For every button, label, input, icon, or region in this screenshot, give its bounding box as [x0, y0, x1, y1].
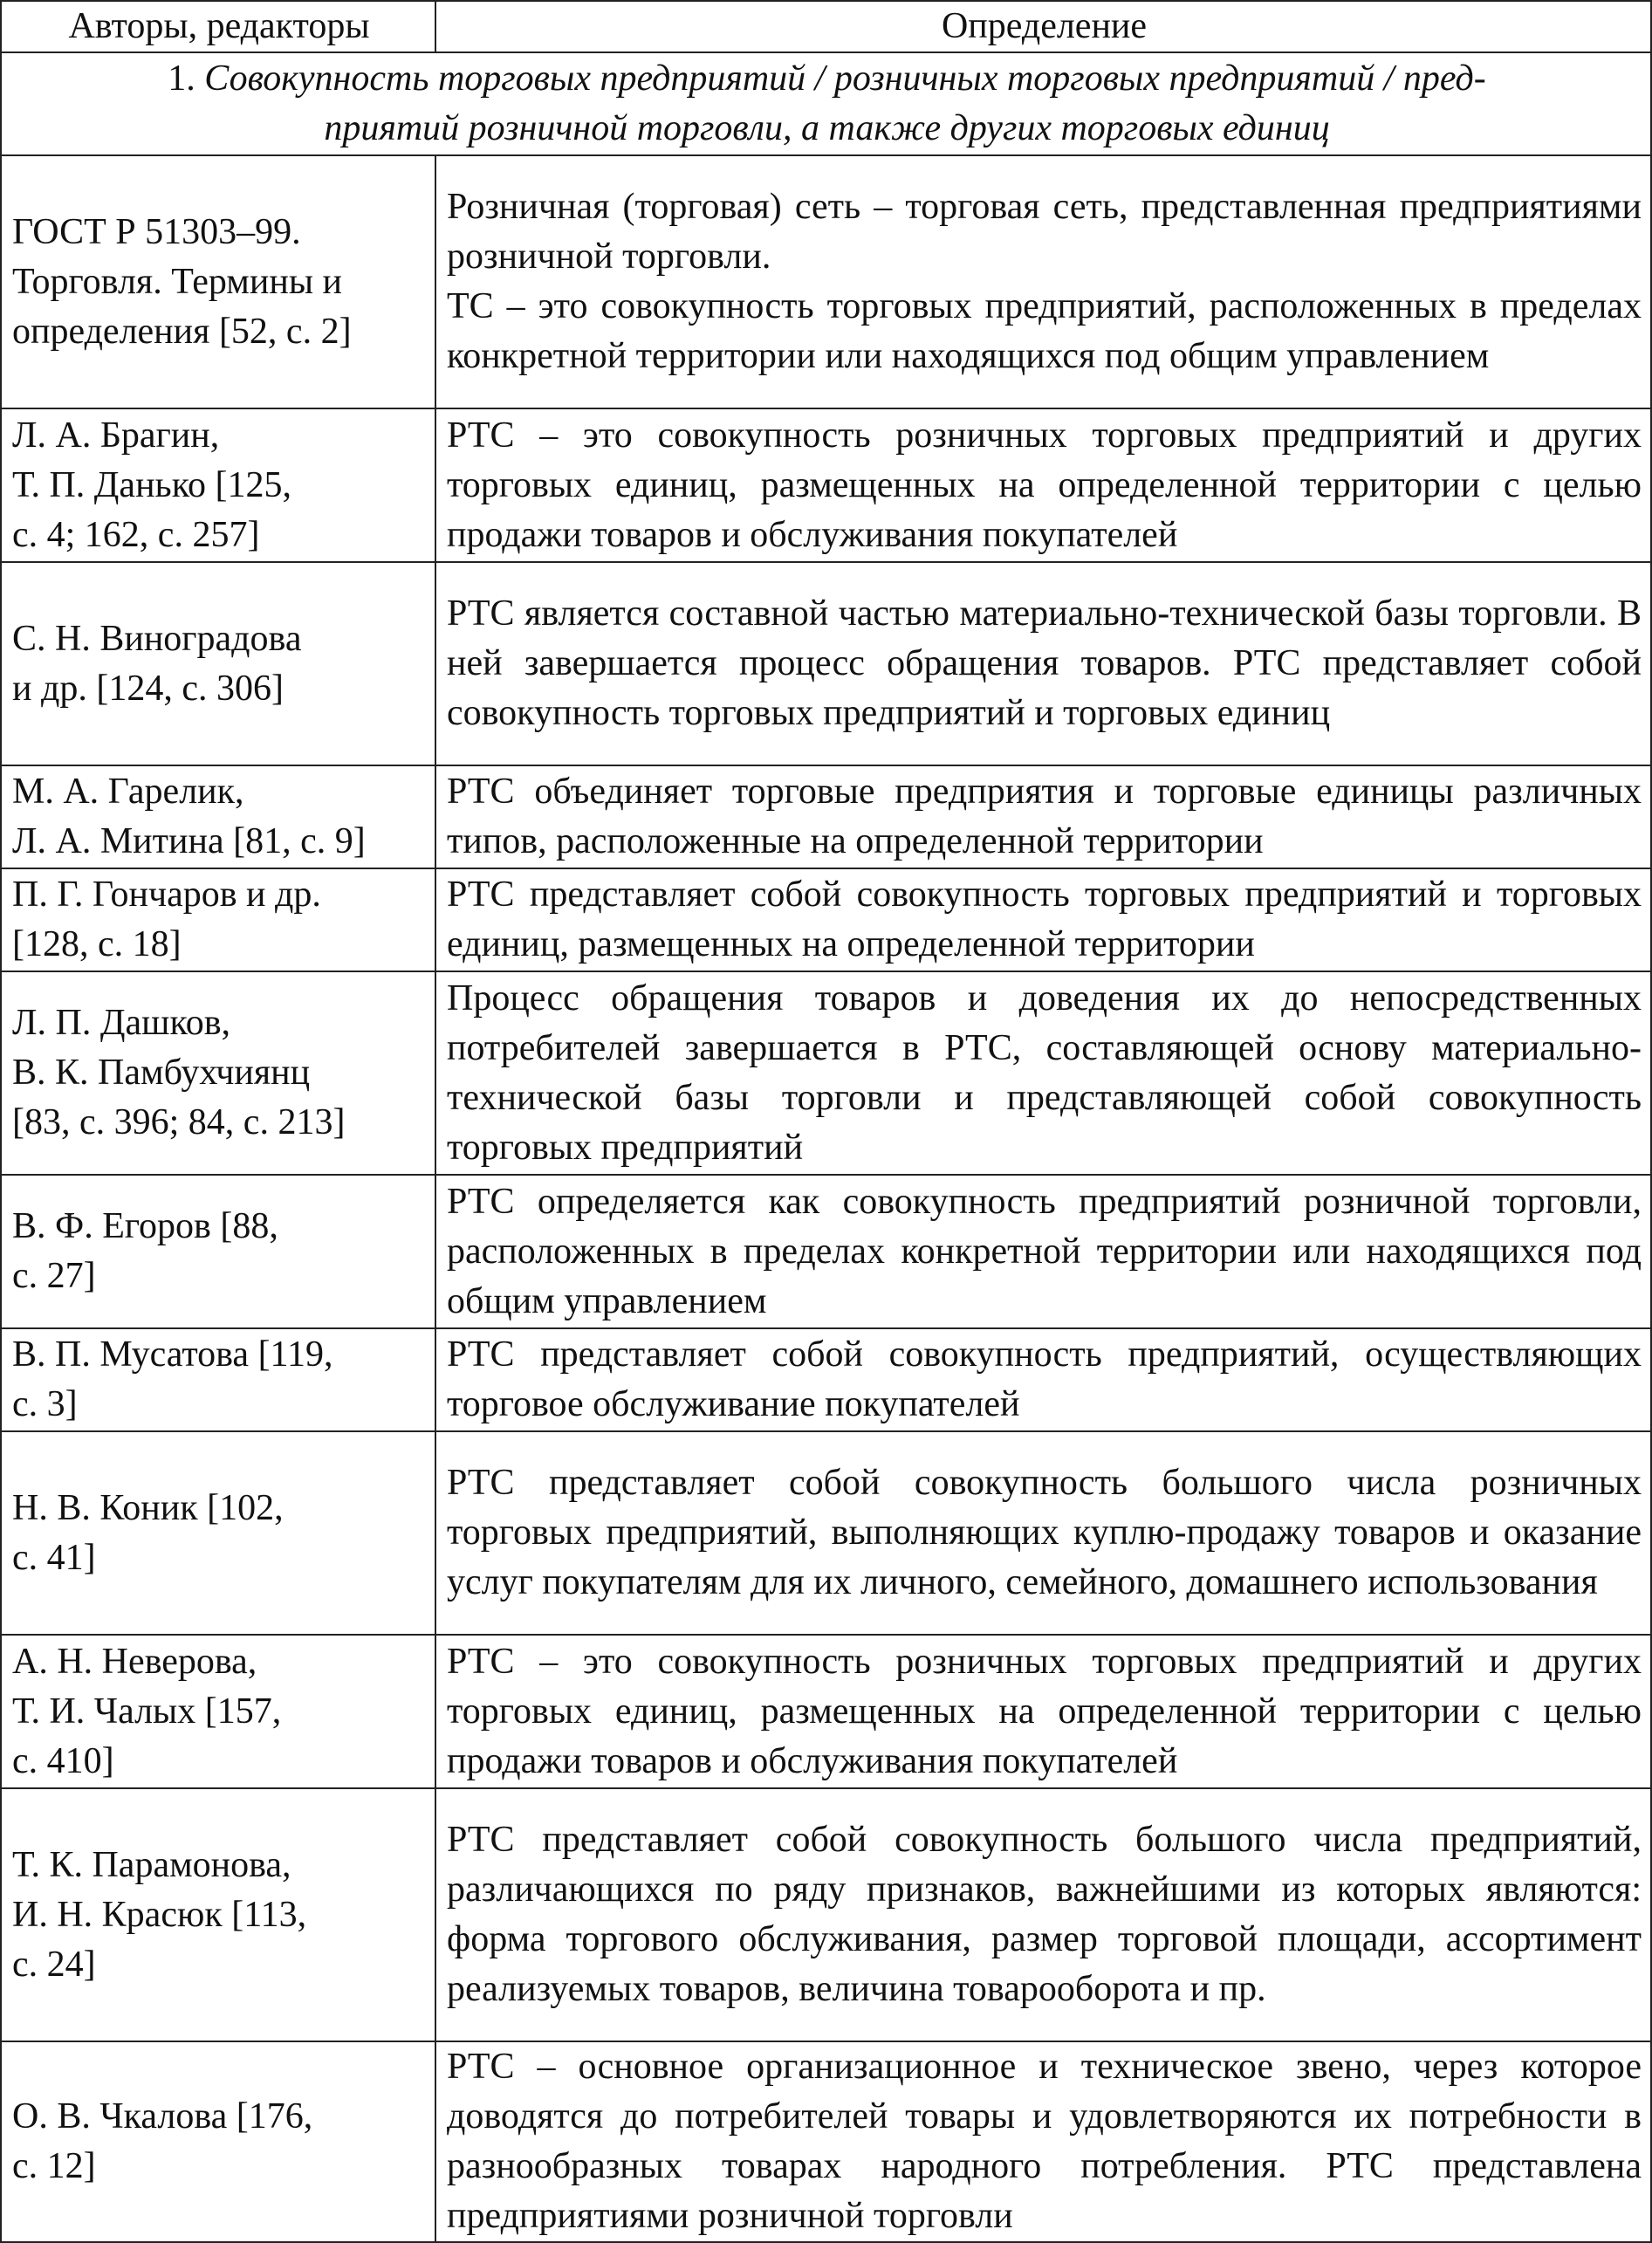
- author-line: и др. [124, с. 306]: [12, 668, 284, 709]
- author-line: с. 410]: [12, 1740, 114, 1781]
- table-row: [1, 2041, 1651, 2242]
- table-row: [1, 562, 1651, 765]
- table-row: [1, 155, 1651, 408]
- definition-cell: РТС объединяет торговые предприятия и торговые единицы различных типов, расположенные на определенной территории: [435, 765, 1651, 868]
- author-line: с. 3]: [12, 1384, 78, 1424]
- author-line: П. Г. Гончаров и др.: [12, 875, 321, 915]
- author-line: В. Ф. Егоров [88,: [12, 1206, 278, 1246]
- section-title-line1: Совокупность торговых предприятий / розничных торговых предприятий / пред-: [204, 58, 1486, 99]
- section-number: 1.: [168, 58, 205, 99]
- definition-cell: РТС представляет собой совокупность большого числа предприятий, различающихся по ряду признаков, важнейшими из которых являются: форма торгового обслуживания, размер торговой площади, ассортимент реализуемых товаров, величина товарооборота и пр.: [435, 1788, 1651, 2041]
- author-cell: [1, 1635, 435, 1788]
- author-line: М. А. Гарелик,: [12, 772, 244, 812]
- author-line: с. 24]: [12, 1944, 96, 1985]
- author-cell: [1, 1788, 435, 2041]
- author-line: В. П. Мусатова [119,: [12, 1334, 333, 1375]
- table-row: [1, 868, 1651, 971]
- table-row: [1, 1175, 1651, 1328]
- author-line: В. К. Памбухчиянц: [12, 1053, 311, 1093]
- author-line: Л. А. Митина [81, с. 9]: [12, 821, 366, 861]
- author-line: с. 27]: [12, 1256, 96, 1296]
- author-line: с. 41]: [12, 1537, 96, 1578]
- definition-cell: РТС – это совокупность розничных торговых предприятий и других торговых единиц, размещенных на определенной территории с целью продажи товаров и обслуживания покупателей: [435, 408, 1651, 562]
- definition-cell: РТС представляет собой совокупность торговых предприятий и торговых единиц, размещенных на определенной территории: [435, 868, 1651, 971]
- table-row: [1, 1328, 1651, 1431]
- definition-text-2: ТС – это совокупность торговых предприятий, расположенных в пределах конкретной территории или находящихся под общим управлением: [447, 286, 1642, 376]
- author-cell: [1, 1328, 435, 1431]
- author-cell: [1, 1175, 435, 1328]
- table-row: [1, 1635, 1651, 1788]
- section-heading: [1, 52, 1651, 155]
- definition-cell: РТС определяется как совокупность предприятий розничной торговли, расположенных в пределах конкретной территории или находящихся под общим управлением: [435, 1175, 1651, 1328]
- section-line-1: [12, 54, 1642, 104]
- author-cell: [1, 155, 435, 408]
- header-row: [1, 1, 1651, 52]
- definition-cell: РТС представляет собой совокупность большого числа розничных торговых предприятий, выполняющих куплю-продажу товаров и оказание услуг покупателям для их личного, семейного, домашнего использования: [435, 1431, 1651, 1635]
- author-line: [128, с. 18]: [12, 924, 182, 964]
- author-line: О. В. Чкалова [176,: [12, 2096, 313, 2137]
- author-line: с. 12]: [12, 2146, 96, 2186]
- table-row: [1, 971, 1651, 1175]
- header-definition: Определение: [435, 1, 1651, 52]
- definition-text: Розничная (торговая) сеть – торговая сеть, представленная предприятиями розничной торговли.: [447, 187, 1642, 277]
- author-line: определения [52, с. 2]: [12, 311, 352, 352]
- section-line-2: [12, 104, 1642, 154]
- table-row: [1, 765, 1651, 868]
- definition-cell: РТС является составной частью материально-технической базы торговли. В ней завершается процесс обращения товаров. РТС представляет собой совокупность торговых предприятий и торговых единиц: [435, 562, 1651, 765]
- definition-cell: РТС представляет собой совокупность предприятий, осуществляющих торговое обслуживание покупателей: [435, 1328, 1651, 1431]
- author-line: Т. К. Парамонова,: [12, 1844, 291, 1885]
- table-row: [1, 1788, 1651, 2041]
- author-cell: [1, 408, 435, 562]
- author-cell: [1, 765, 435, 868]
- author-cell: [1, 562, 435, 765]
- author-line: Т. И. Чалых [157,: [12, 1691, 282, 1732]
- header-authors: Авторы, редакторы: [1, 1, 435, 52]
- section-title-line2: приятий розничной торговли, а также других торговых единиц: [324, 108, 1330, 148]
- author-cell: [1, 2041, 435, 2242]
- definition-cell: [435, 155, 1651, 408]
- author-line: Т. П. Данько [125,: [12, 464, 291, 505]
- author-line: Л. А. Брагин,: [12, 415, 220, 456]
- definition-cell: РТС – это совокупность розничных торговых предприятий и других торговых единиц, размещенных на определенной территории с целью продажи товаров и обслуживания покупателей: [435, 1635, 1651, 1788]
- table-row: [1, 1431, 1651, 1635]
- author-line: Торговля. Термины и: [12, 261, 343, 302]
- author-line: с. 4; 162, с. 257]: [12, 514, 260, 555]
- author-cell: [1, 868, 435, 971]
- author-line: Н. В. Коник [102,: [12, 1487, 284, 1528]
- author-line: Л. П. Дашков,: [12, 1003, 231, 1043]
- author-line: И. Н. Красюк [113,: [12, 1894, 307, 1935]
- definition-cell: РТС – основное организационное и техническое звено, через которое доводятся до потребителей товары и удовлетворяются их потребности в разнообразных товарах народного потребления. РТС представлена предприятиями розничной торговли: [435, 2041, 1651, 2242]
- author-line: С. Н. Виноградова: [12, 618, 302, 659]
- definition-cell: Процесс обращения товаров и доведения их до непосредственных потребителей завершается в РТС, составляющей основу материально-технической базы торговли и представляющей собой совокупность торговых предприятий: [435, 971, 1651, 1175]
- section-row: [1, 52, 1651, 155]
- author-line: ГОСТ Р 51303–99.: [12, 211, 301, 252]
- author-cell: [1, 971, 435, 1175]
- author-line: А. Н. Неверова,: [12, 1641, 257, 1682]
- author-cell: [1, 1431, 435, 1635]
- table-row: [1, 408, 1651, 562]
- author-line: [83, с. 396; 84, с. 213]: [12, 1102, 346, 1142]
